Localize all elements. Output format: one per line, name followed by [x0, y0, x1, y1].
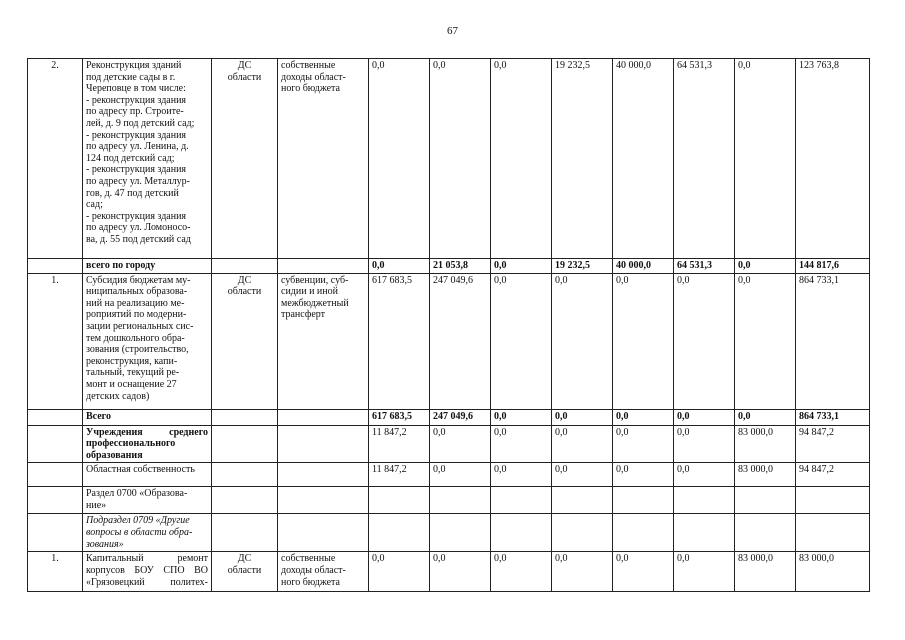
table-row [28, 259, 870, 274]
cell-value: 0,0 [369, 59, 430, 259]
row-source: собственные доходы област- ного бюджета [278, 59, 369, 259]
row-index [28, 425, 83, 463]
cell-value: 19 232,5 [552, 59, 613, 259]
cell-value: 0,0 [613, 463, 674, 487]
cell-value: 0,0 [430, 425, 491, 463]
cell-value: 247 049,6 [430, 273, 491, 409]
row-index [28, 487, 83, 514]
cell-value [491, 487, 552, 514]
row-name: Областная собственность [83, 463, 212, 487]
row-name: Всего [83, 409, 212, 425]
cell-value: 0,0 [430, 59, 491, 259]
cell-value: 40 000,0 [613, 259, 674, 274]
cell-value: 0,0 [491, 409, 552, 425]
table-row [28, 273, 870, 409]
cell-value [552, 487, 613, 514]
cell-value: 0,0 [369, 259, 430, 274]
row-executor: ДС области [212, 59, 278, 259]
cell-value: 40 000,0 [613, 59, 674, 259]
cell-value: 64 531,3 [674, 259, 735, 274]
table-row [28, 514, 870, 552]
row-index [28, 514, 83, 552]
row-name: Субсидия бюджетам му- ниципальных образова- ний на реализацию ме- роприятий по модерни- зации региональных сис- тем дошкольного обра- зования (строительство, реконструкция, капи- тальный, текущий ре- монт и оснащение 27 детских садов) [83, 273, 212, 409]
cell-value: 0,0 [674, 463, 735, 487]
cell-value: 0,0 [735, 59, 796, 259]
cell-value: 0,0 [552, 273, 613, 409]
cell-value: 0,0 [735, 273, 796, 409]
cell-value: 83 000,0 [735, 425, 796, 463]
cell-value [796, 487, 870, 514]
row-name: Раздел 0700 «Образова- ние» [83, 487, 212, 514]
cell-value: 94 847,2 [796, 463, 870, 487]
cell-value [552, 514, 613, 552]
row-name: Капитальный ремонт корпусов БОУ СПО ВО «Грязовецкий политех- [83, 552, 212, 592]
row-index: 1. [28, 273, 83, 409]
cell-value [430, 514, 491, 552]
row-source [278, 259, 369, 274]
cell-value: 0,0 [613, 425, 674, 463]
cell-value [369, 487, 430, 514]
cell-value [674, 487, 735, 514]
cell-value: 0,0 [491, 259, 552, 274]
row-source [278, 425, 369, 463]
cell-value: 0,0 [369, 552, 430, 592]
row-index [28, 463, 83, 487]
table-row [28, 552, 870, 592]
page-number: 67 [447, 25, 458, 37]
cell-value: 0,0 [491, 463, 552, 487]
cell-value [735, 487, 796, 514]
cell-value: 0,0 [613, 273, 674, 409]
cell-value [613, 514, 674, 552]
cell-value: 21 053,8 [430, 259, 491, 274]
row-executor [212, 514, 278, 552]
cell-value: 0,0 [674, 273, 735, 409]
cell-value: 0,0 [430, 552, 491, 592]
cell-value: 617 683,5 [369, 409, 430, 425]
cell-value: 83 000,0 [796, 552, 870, 592]
cell-value: 0,0 [491, 59, 552, 259]
cell-value: 0,0 [552, 552, 613, 592]
row-source: субвенции, суб- сидии и иной межбюджетный трансферт [278, 273, 369, 409]
row-source: собственные доходы област- ного бюджета [278, 552, 369, 592]
cell-value [674, 514, 735, 552]
cell-value: 0,0 [735, 409, 796, 425]
row-index [28, 259, 83, 274]
row-index: 1. [28, 552, 83, 592]
cell-value: 0,0 [674, 425, 735, 463]
row-source [278, 409, 369, 425]
row-index: 2. [28, 59, 83, 259]
row-source [278, 463, 369, 487]
row-index [28, 409, 83, 425]
cell-value [735, 514, 796, 552]
table-row [28, 409, 870, 425]
cell-value: 83 000,0 [735, 463, 796, 487]
cell-value: 617 683,5 [369, 273, 430, 409]
cell-value: 123 763,8 [796, 59, 870, 259]
row-source [278, 487, 369, 514]
cell-value: 864 733,1 [796, 273, 870, 409]
cell-value: 0,0 [491, 273, 552, 409]
row-executor [212, 487, 278, 514]
cell-value: 11 847,2 [369, 425, 430, 463]
row-name: Реконструкция зданий под детские сады в г. Череповце в том числе: - реконструкция здания по адресу пр. Строите- лей, д. 9 под детский сад; - реконструкция здания по адресу ул. Ленина, д. 124 под детский сад; - реконструкция здания по адресу ул. Металлур- гов, д. 47 под детский сад; - реконструкция здания по адресу ул. Ломоносо- ва, д. 55 под детский сад [83, 59, 212, 259]
row-source [278, 514, 369, 552]
cell-value: 0,0 [430, 463, 491, 487]
row-executor: ДС области [212, 552, 278, 592]
row-executor [212, 425, 278, 463]
row-executor [212, 259, 278, 274]
table-row [28, 425, 870, 463]
cell-value: 0,0 [613, 552, 674, 592]
cell-value: 247 049,6 [430, 409, 491, 425]
table-row [28, 487, 870, 514]
cell-value: 83 000,0 [735, 552, 796, 592]
row-name: Учреждения среднего профессионального образования [83, 425, 212, 463]
cell-value: 0,0 [674, 409, 735, 425]
row-name: Подраздел 0709 «Другие вопросы в области обра- зования» [83, 514, 212, 552]
cell-value [613, 487, 674, 514]
cell-value: 0,0 [552, 425, 613, 463]
cell-value: 0,0 [552, 463, 613, 487]
cell-value: 0,0 [552, 409, 613, 425]
row-executor [212, 463, 278, 487]
cell-value: 0,0 [735, 259, 796, 274]
cell-value [369, 514, 430, 552]
cell-value: 11 847,2 [369, 463, 430, 487]
cell-value [430, 487, 491, 514]
cell-value: 0,0 [491, 552, 552, 592]
cell-value: 0,0 [491, 425, 552, 463]
cell-value: 144 817,6 [796, 259, 870, 274]
row-executor [212, 409, 278, 425]
budget-table [27, 58, 870, 592]
cell-value: 94 847,2 [796, 425, 870, 463]
cell-value: 64 531,3 [674, 59, 735, 259]
cell-value [796, 514, 870, 552]
table-row [28, 59, 870, 259]
cell-value [491, 514, 552, 552]
table-row [28, 463, 870, 487]
cell-value: 0,0 [613, 409, 674, 425]
row-executor: ДС области [212, 273, 278, 409]
cell-value: 864 733,1 [796, 409, 870, 425]
cell-value: 19 232,5 [552, 259, 613, 274]
cell-value: 0,0 [674, 552, 735, 592]
row-name: всего по городу [83, 259, 212, 274]
